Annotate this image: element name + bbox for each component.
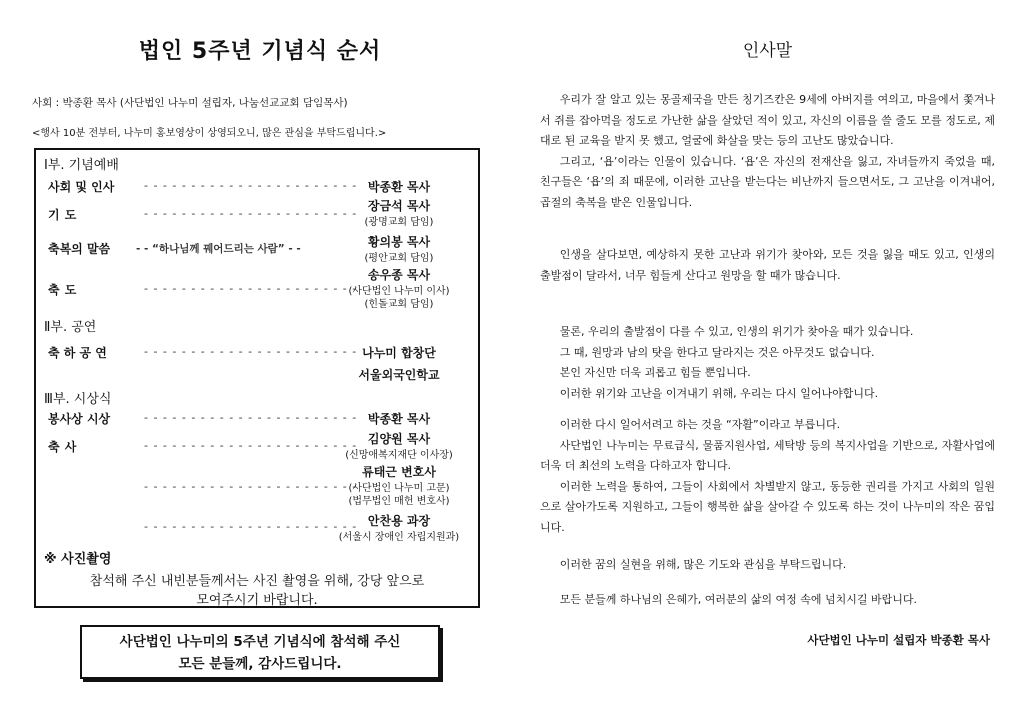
item-dots: - - - - - - - - - - - - - - - - - - - - - - - — [144, 345, 358, 358]
item-dots: - - - - - - - - - - - - - - - - - - - - - - - — [144, 480, 358, 493]
item-label: 기 도 — [48, 208, 77, 222]
greeting-paragraph — [540, 415, 995, 538]
paragraph-text: 그 때, 원망과 남의 탓을 한다고 달라지는 것은 아무것도 없습니다. — [559, 345, 875, 359]
photo-message: 모여주시기 바랍니다. — [196, 593, 318, 608]
item-person: 황의봉 목사 — [367, 235, 431, 249]
item-person-sub: (사단법인 나누미 이사) — [348, 286, 450, 297]
item-label: 사회 및 인사 — [48, 180, 115, 194]
item-person: 박종환 목사 — [367, 180, 431, 194]
greeting-paragraph — [540, 245, 995, 286]
paragraph-text: 물론, 우리의 출발점이 다를 수 있고, 인생의 위기가 찾아올 때가 있습니다. — [559, 325, 914, 338]
item-person: 송우종 목사 — [367, 268, 431, 282]
item-dots: - - - - - - - - - - - - - - - - - - - - - - - — [144, 411, 358, 424]
item-label: 축복의 말씀 — [48, 242, 111, 256]
item-person-sub: (힌돌교회 담임) — [364, 299, 434, 310]
paragraph-text: 이러한 꿈의 실현을 위해, 많은 기도와 관심을 부탁드립니다. — [559, 558, 847, 571]
item-person: 장금석 목사 — [367, 199, 431, 213]
item-label: 축 하 공 연 — [48, 346, 107, 360]
paragraph-text: 그리고, ‘욥’이라는 인물이 있습니다. ‘욥’은 자신의 전재산을 잃고, 자녀들까지 죽었을 때, 친구들은 ‘욥’의 죄 때문에, 이러한 고난을 받는다는 비난까지 들으면서도, 그 고난을 이겨내어, 곱절의 축복을 받은 인물입니다. — [540, 154, 995, 209]
item-person: 서울외국인학교 — [358, 368, 440, 382]
item-person-sub: (평안교회 담임) — [364, 253, 434, 264]
item-person-sub: (서울시 장애인 자립지원과) — [338, 532, 460, 543]
item-person-sub: (신망애복지재단 이사장) — [345, 450, 453, 461]
paragraph-text: 우리가 잘 알고 있는 몽골제국을 만든 칭기즈칸은 9세에 아버지를 여의고, 마을에서 쫓겨나서 쥐를 잡아먹을 정도로 가난한 삶을 살았던 적이 있고, 자신의 이름을 쓸 줄도 모를 정도로, 제대로 된 교육을 받지 못 했고, 얼굴에 화살을 맞는 등의 고난도 많았습니다. — [540, 93, 995, 147]
item-person: 류태근 변호사 — [362, 465, 436, 479]
photo-title: ※ 사진촬영 — [44, 552, 112, 567]
item-label: 축 도 — [48, 283, 77, 297]
item-person-sub: (광명교회 담임) — [364, 217, 434, 228]
item-dots: - - - - - - - - - - - - - - - - - - - - - - - — [144, 520, 358, 533]
thanks-box — [80, 625, 440, 679]
item-label: 축 사 — [48, 440, 77, 454]
item-person-sub: (법무법인 매헌 변호사) — [348, 496, 450, 507]
part2-title: Ⅱ부. 공연 — [44, 320, 97, 335]
greeting-paragraph — [540, 90, 995, 213]
program-page — [30, 0, 490, 719]
host-line: 사회 : 박종환 목사 (사단법인 나누미 설립자, 나눔선교교회 담임목사) — [32, 97, 348, 109]
paragraph-text: 이러한 다시 일어서려고 하는 것을 “자활”이라고 부릅니다. — [559, 418, 841, 431]
item-label: 봉사상 시상 — [48, 412, 111, 426]
paragraph-text: 모든 분들께 하나님의 은혜가, 여러분의 삶의 여정 속에 넘치시길 바랍니다. — [559, 593, 918, 606]
thanks-line: 모든 분들께, 감사드립니다. — [178, 656, 342, 672]
item-person-sub: (사단법인 나누미 고문) — [348, 483, 450, 494]
item-person: 안찬용 과장 — [367, 514, 431, 528]
greeting-paragraph — [540, 555, 995, 576]
paragraph-text: 이러한 노력을 통하여, 그들이 사회에서 차별받지 않고, 동등한 권리를 가지고 사회의 일원으로 살아가도록 지원하고, 그들이 행복한 삶을 살아갈 수 있도록 하는 것이 나누미의 작은 꿈입니다. — [540, 479, 995, 534]
greeting-page — [540, 0, 995, 719]
paragraph-text: 사단법인 나누미는 무료급식, 물품지원사업, 세탁방 등의 복지사업을 기반으로, 자활사업에 더욱 더 최선의 노력을 다하고자 합니다. — [540, 438, 995, 472]
program-title: 법인 5주년 기념식 순서 — [138, 39, 382, 64]
item-person: 김양원 목사 — [367, 432, 431, 446]
program-box — [34, 148, 480, 608]
item-person: 나누미 합창단 — [362, 346, 436, 360]
item-dots: - - “하나님께 꿰어드리는 사람” - - — [136, 243, 301, 255]
item-dots: - - - - - - - - - - - - - - - - - - - - - - - — [144, 282, 358, 295]
photo-message: 참석해 주신 내빈분들께서는 사진 촬영을 위해, 강당 앞으로 — [89, 574, 425, 589]
part1-title: Ⅰ부. 기념예배 — [44, 158, 119, 173]
greeting-title: 인사말 — [742, 41, 793, 61]
item-person: 박종환 목사 — [367, 412, 431, 426]
item-dots: - - - - - - - - - - - - - - - - - - - - - - - — [144, 207, 358, 220]
item-dots: - - - - - - - - - - - - - - - - - - - - - - - — [144, 439, 358, 452]
paragraph-text: 이러한 위기와 고난을 이겨내기 위해, 우리는 다시 일어나야합니다. — [559, 386, 879, 400]
notice-line: <행사 10분 전부터, 나누미 홍보영상이 상영되오니, 많은 관심을 부탁드립니다.> — [32, 128, 387, 139]
paragraph-text: 본인 자신만 더욱 괴롭고 힘들 뿐입니다. — [559, 366, 751, 379]
part3-title: Ⅲ부. 시상식 — [44, 392, 112, 407]
item-dots: - - - - - - - - - - - - - - - - - - - - - - - — [144, 179, 358, 192]
paragraph-text: 인생을 살다보면, 예상하지 못한 고난과 위기가 찾아와, 모든 것을 잃을 때도 있고, 인생의 출발점이 달라서, 너무 힘들게 산다고 원망을 할 때가 많습니다. — [540, 248, 995, 282]
thanks-line: 사단법인 나누미의 5주년 기념식에 참석해 주신 — [119, 634, 401, 650]
greeting-signature: 사단법인 나누미 설립자 박종환 목사 — [807, 633, 990, 647]
greeting-paragraph — [540, 322, 995, 404]
greeting-paragraph — [540, 590, 995, 611]
